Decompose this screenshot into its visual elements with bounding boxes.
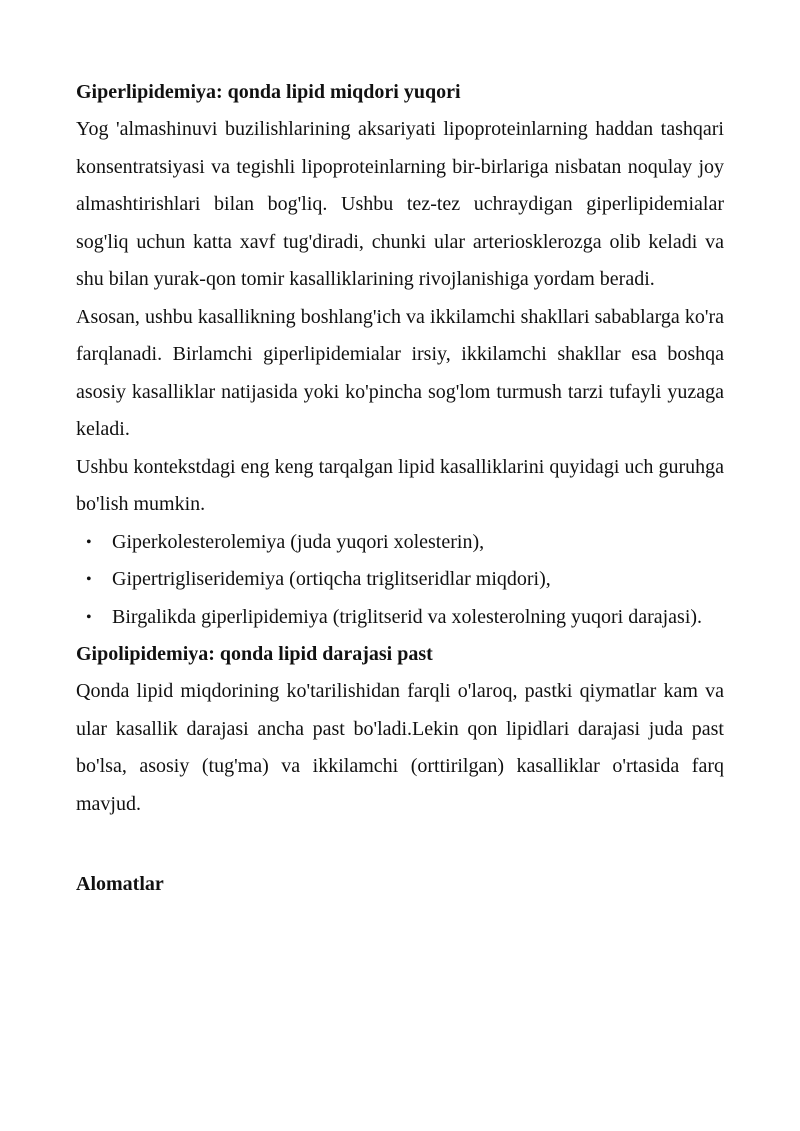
section-heading-hyperlipidemia: Giperlipidemiya: qonda lipid miqdori yuqori bbox=[76, 81, 461, 103]
blank-line bbox=[76, 823, 724, 860]
section-heading-symptoms: Alomatlar bbox=[76, 873, 164, 895]
list-item-text: Gipertrigliseridemiya (ortiqcha triglitseridlar miqdori), bbox=[112, 568, 551, 590]
lipid-disorder-list bbox=[76, 524, 724, 637]
list-item bbox=[76, 599, 724, 637]
list-item bbox=[76, 524, 724, 562]
document-page bbox=[76, 74, 724, 903]
list-item-text: Birgalikda giperlipidemiya (triglitserid va xolesterolning yuqori darajasi). bbox=[112, 605, 703, 628]
paragraph-groups: Ushbu kontekstdagi eng keng tarqalgan lipid kasalliklarini quyidagi uch guruhga bo'lish mumkin. bbox=[76, 455, 724, 515]
paragraph-forms: Asosan, ushbu kasallikning boshlang'ich va ikkilamchi shakllari sabablarga ko'ra farqlanadi. Birlamchi giperlipidemialar irsiy, ikkilamchi shakllar esa boshqa asosiy kasalliklar natijasida yoki ko'pincha sog'lom turmush tarzi tufayli yuzaga keladi. bbox=[76, 305, 724, 440]
section-heading-hypolipidemia: Gipolipidemiya: qonda lipid darajasi past bbox=[76, 643, 433, 665]
paragraph-hypolipidemia: Qonda lipid miqdorining ko'tarilishidan farqli o'laroq, pastki qiymatlar kam va ular kasallik darajasi ancha past bo'ladi.Lekin qon lipidlari darajasi juda past bo'lsa, asosiy (tug'ma) va ikkilamchi (orttirilgan) kasalliklar o'rtasida farq mavjud. bbox=[76, 680, 724, 815]
paragraph-intro: Yog 'almashinuvi buzilishlarining aksariyati lipoproteinlarning haddan tashqari konsentratsiyasi va tegishli lipoproteinlarning bir-birlariga nisbatan noqulay joy almashtirishlari bilan bog'liq. Ushbu tez-tez uchraydigan giperlipidemialar sog'liq uchun katta xavf tug'diradi, chunki ular arteriosklerozga olib keladi va shu bilan yurak-qon tomir kasalliklarining rivojlanishiga yordam beradi. bbox=[76, 118, 724, 290]
bullet-icon: • bbox=[86, 571, 92, 588]
bullet-icon: • bbox=[86, 608, 92, 626]
list-item-text: Giperkolesterolemiya (juda yuqori xolesterin), bbox=[112, 530, 485, 553]
bullet-icon: • bbox=[86, 533, 92, 551]
list-item bbox=[76, 561, 724, 599]
